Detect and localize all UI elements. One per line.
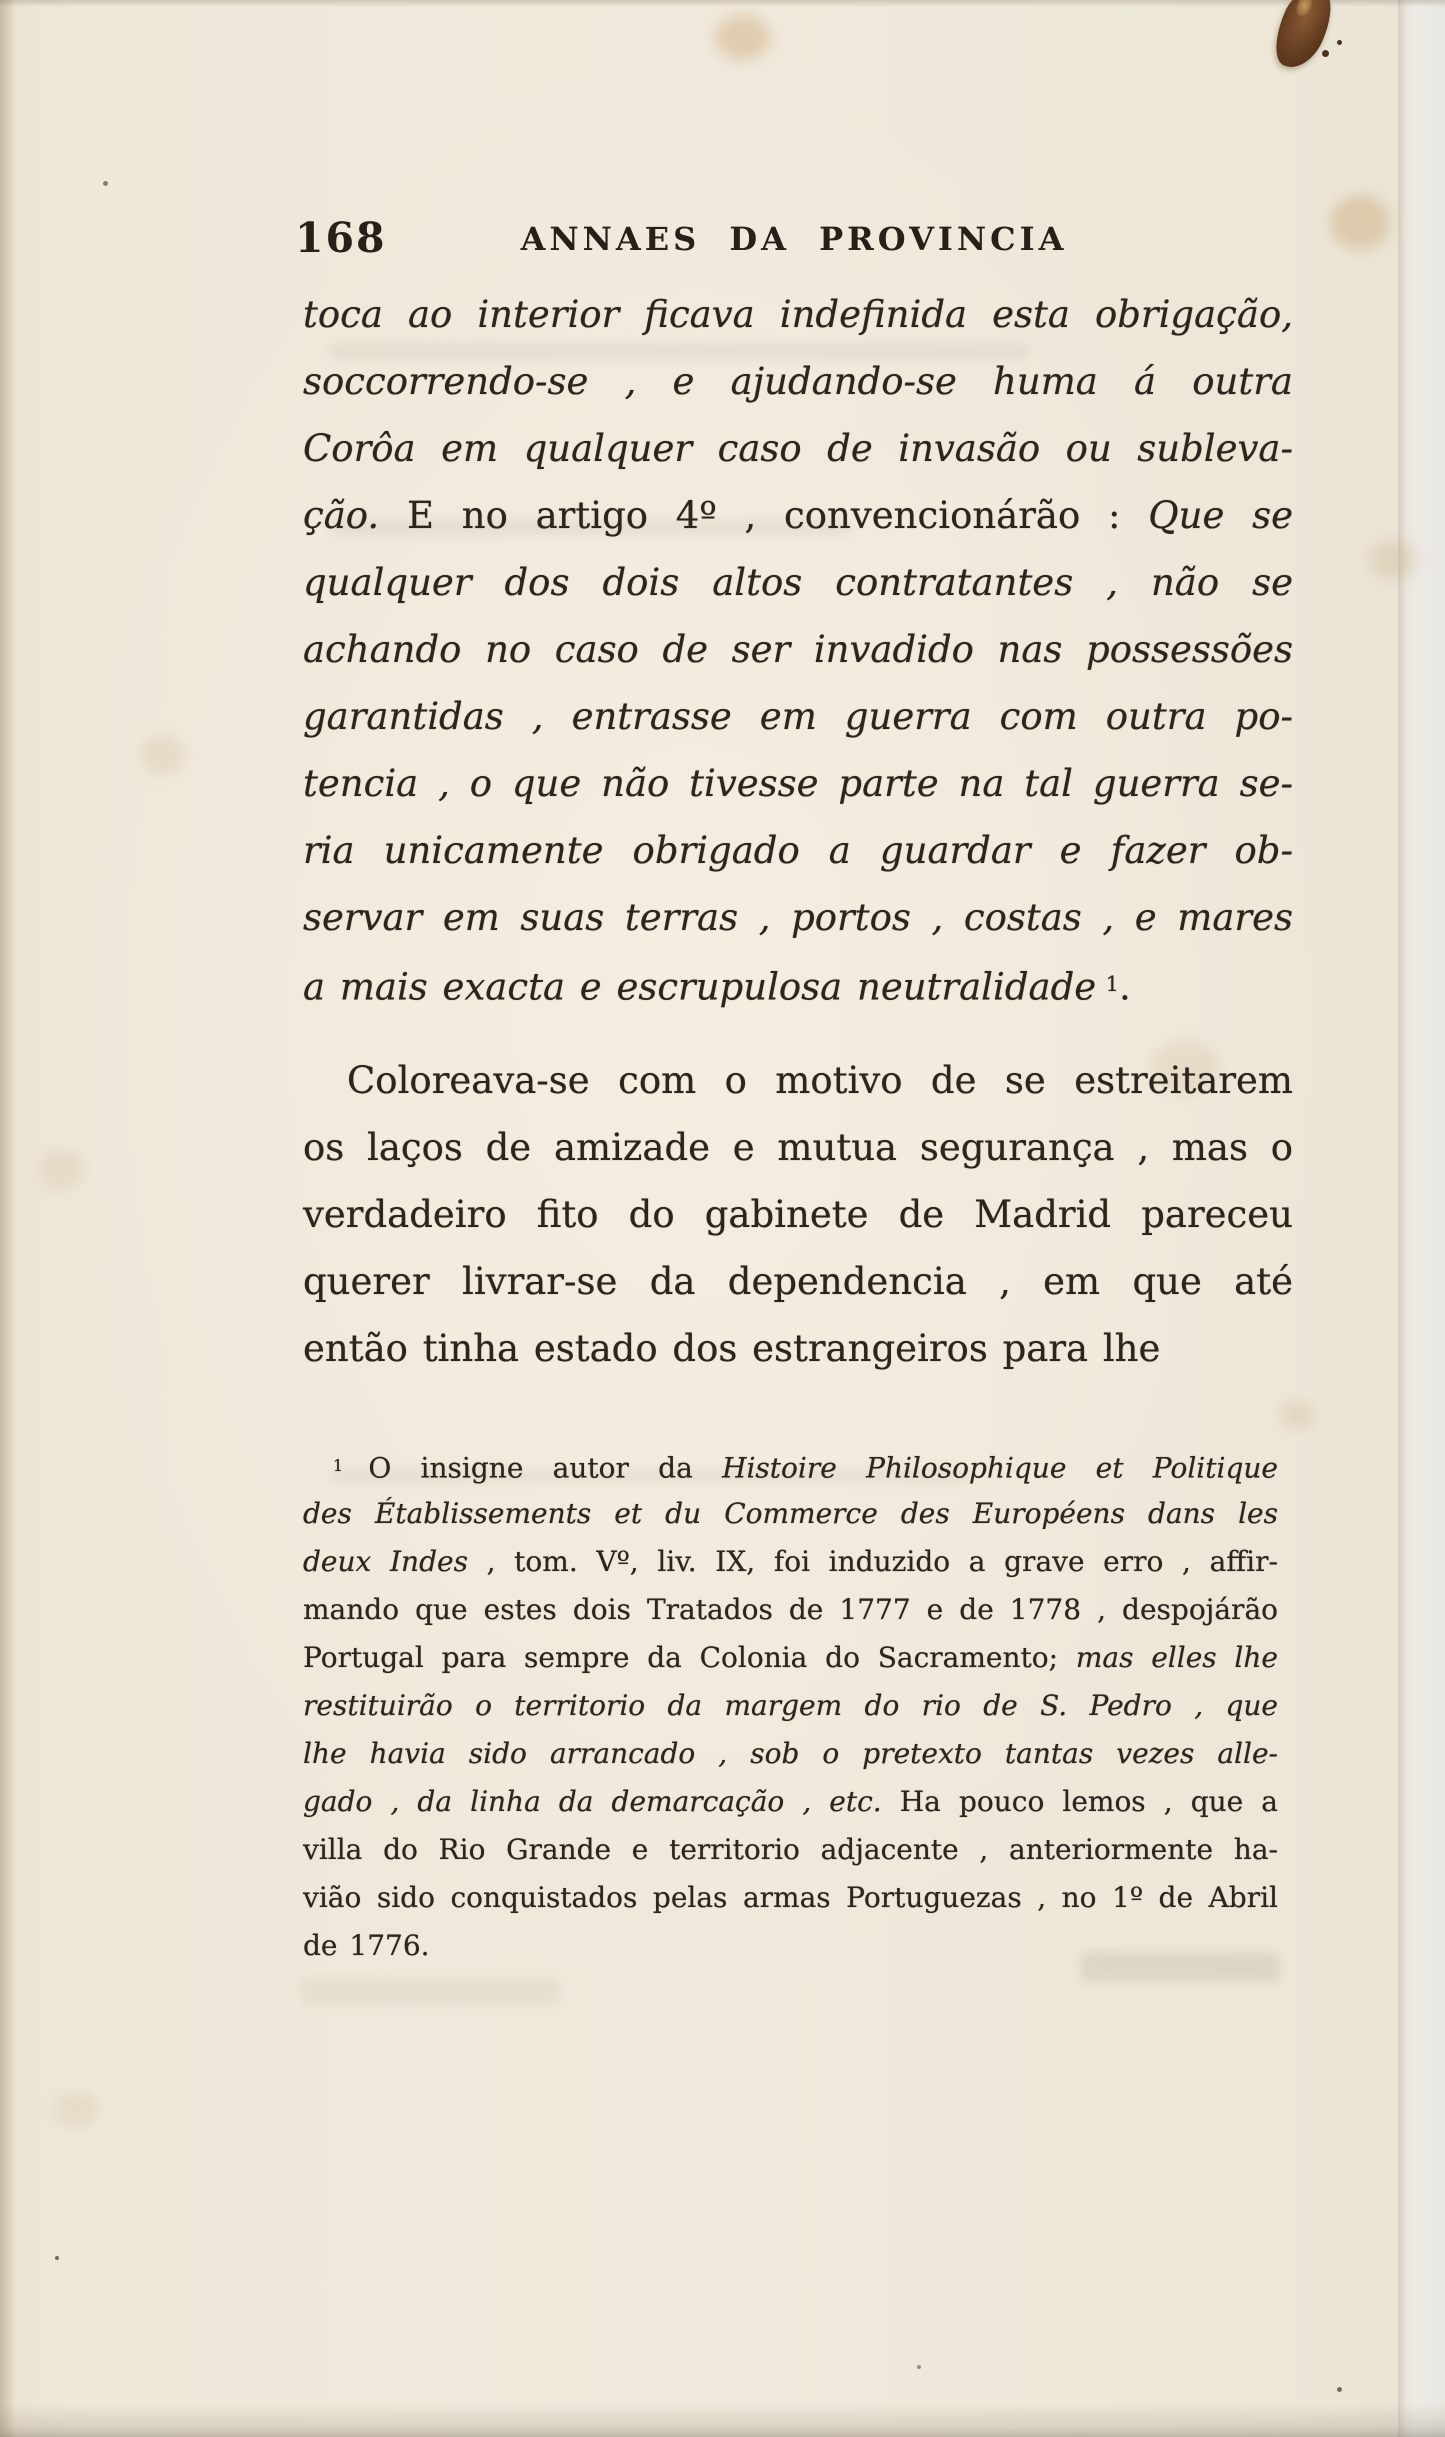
text-segment: , tom. Vº, liv. IX, foi induzido a grave erro , affir-	[467, 1545, 1278, 1578]
text-segment: querer livrar-se da dependencia , em que até	[303, 1260, 1293, 1303]
text-segment: mas elles lhe	[1075, 1641, 1278, 1674]
text-line	[303, 1634, 1278, 1682]
show-through	[300, 1978, 560, 2004]
text-segment: des Établissements et du Commerce des Européens dans les	[303, 1497, 1278, 1530]
text-segment: villa do Rio Grande e territorio adjacente , anteriormente ha-	[303, 1833, 1278, 1866]
text-line	[303, 750, 1293, 817]
text-segment: servar em suas terras , portos , costas , e mares	[303, 896, 1293, 939]
text-line	[303, 1826, 1278, 1874]
text-segment: restituirão o territorio da margem do rio de S. Pedro , que	[303, 1689, 1278, 1722]
running-title: ANNAES DA PROVINCIA	[520, 220, 1068, 258]
text-line	[303, 281, 1293, 348]
text-segment: então tinha estado dos estrangeiros para lhe	[303, 1327, 1161, 1370]
text-segment: verdadeiro fito do gabinete de Madrid pareceu	[303, 1193, 1293, 1236]
text-segment: a mais exacta e escrupulosa neutralidade	[303, 965, 1097, 1009]
text-line	[303, 683, 1293, 750]
text-segment: Ha pouco lemos , que a	[881, 1785, 1278, 1818]
text-line	[303, 348, 1293, 415]
text-line	[303, 1248, 1293, 1315]
ink-speck	[1337, 40, 1342, 45]
text-line	[303, 1181, 1293, 1248]
text-line	[303, 1922, 1278, 1970]
text-segment: Que se	[1148, 494, 1294, 537]
text-segment: de 1776.	[303, 1929, 430, 1962]
page-number: 168	[295, 214, 387, 262]
text-line	[303, 1586, 1278, 1634]
text-line	[303, 1682, 1278, 1730]
text-segment: mando que estes dois Tratados de 1777 e de 1778 , despojárão	[303, 1593, 1278, 1626]
text-line	[303, 1315, 1293, 1382]
text-line	[303, 1114, 1293, 1181]
text-line	[303, 1490, 1278, 1538]
text-segment: Portugal para sempre da Colonia do Sacramento;	[303, 1641, 1076, 1674]
text-line	[303, 1047, 1293, 1114]
stain	[715, 15, 770, 60]
stain	[140, 735, 185, 775]
text-segment: lhe havia sido arrancado , sob o pretexto tantas vezes alle-	[303, 1737, 1278, 1770]
ink-speck	[55, 2256, 59, 2260]
text-line	[303, 817, 1293, 884]
text-segment: ção.	[303, 494, 407, 537]
text-segment: ria unicamente obrigado a guardar e fazer ob-	[303, 829, 1293, 872]
text-segment: 1	[333, 1456, 369, 1475]
text-segment: os laços de amizade e mutua segurança , mas o	[303, 1126, 1293, 1169]
text-segment: vião sido conquistados pelas armas Portuguezas , no 1º de Abril	[303, 1881, 1278, 1914]
text-segment: achando no caso de ser invadido nas possessões	[303, 628, 1293, 671]
stain	[40, 1150, 85, 1190]
text-line	[303, 1538, 1278, 1586]
page-header	[295, 214, 1293, 264]
text-segment: .	[1118, 965, 1131, 1009]
page-edge-left	[0, 0, 16, 2437]
ink-speck	[1322, 50, 1329, 57]
text-line	[303, 482, 1293, 549]
text-segment: O insigne autor da	[368, 1451, 723, 1485]
text-segment: tencia , o que não tivesse parte na tal guerra se-	[303, 762, 1293, 805]
ink-speck	[917, 2365, 921, 2369]
footnote-block	[303, 1442, 1278, 1970]
tear-mark	[1265, 0, 1341, 76]
text-segment: gado , da linha da demarcação , etc.	[303, 1785, 882, 1818]
paragraph-treaty-quote	[303, 281, 1293, 1018]
text-segment: deux Indes	[303, 1545, 468, 1578]
text-line	[303, 1778, 1278, 1826]
text-segment: qualquer dos dois altos contratantes , não se	[303, 561, 1293, 604]
stain	[1330, 195, 1390, 250]
page-edge-bottom	[0, 2403, 1445, 2437]
stain	[1368, 540, 1418, 580]
text-line	[303, 616, 1293, 683]
text-line	[303, 1730, 1278, 1778]
text-segment: toca ao interior ficava indefinida esta obrigação,	[303, 293, 1293, 336]
text-line	[303, 1442, 1278, 1490]
text-line	[303, 549, 1293, 616]
text-segment: Coloreava-se com o motivo de se estreitarem	[347, 1059, 1293, 1102]
ink-speck	[1337, 2387, 1342, 2392]
page-edge-right	[1398, 0, 1445, 2437]
ink-speck	[103, 181, 108, 186]
text-segment: garantidas , entrasse em guerra com outra po-	[303, 695, 1293, 738]
text-segment: E no artigo 4º , convencionárão :	[406, 494, 1149, 537]
text-segment: Histoire Philosophique et Politique	[722, 1451, 1278, 1485]
text-segment: Corôa em qualquer caso de invasão ou subleva-	[303, 427, 1293, 470]
paragraph-commentary	[303, 1047, 1293, 1382]
text-line	[303, 884, 1293, 951]
stain	[55, 2090, 100, 2128]
text-line	[303, 1874, 1278, 1922]
text-segment: 1	[1096, 972, 1119, 996]
text-line	[303, 415, 1293, 482]
text-segment: soccorrendo-se , e ajudando-se huma á outra	[303, 360, 1293, 403]
stain	[1280, 1400, 1315, 1430]
page-edge-top	[0, 0, 1445, 7]
text-line	[303, 951, 1293, 1018]
